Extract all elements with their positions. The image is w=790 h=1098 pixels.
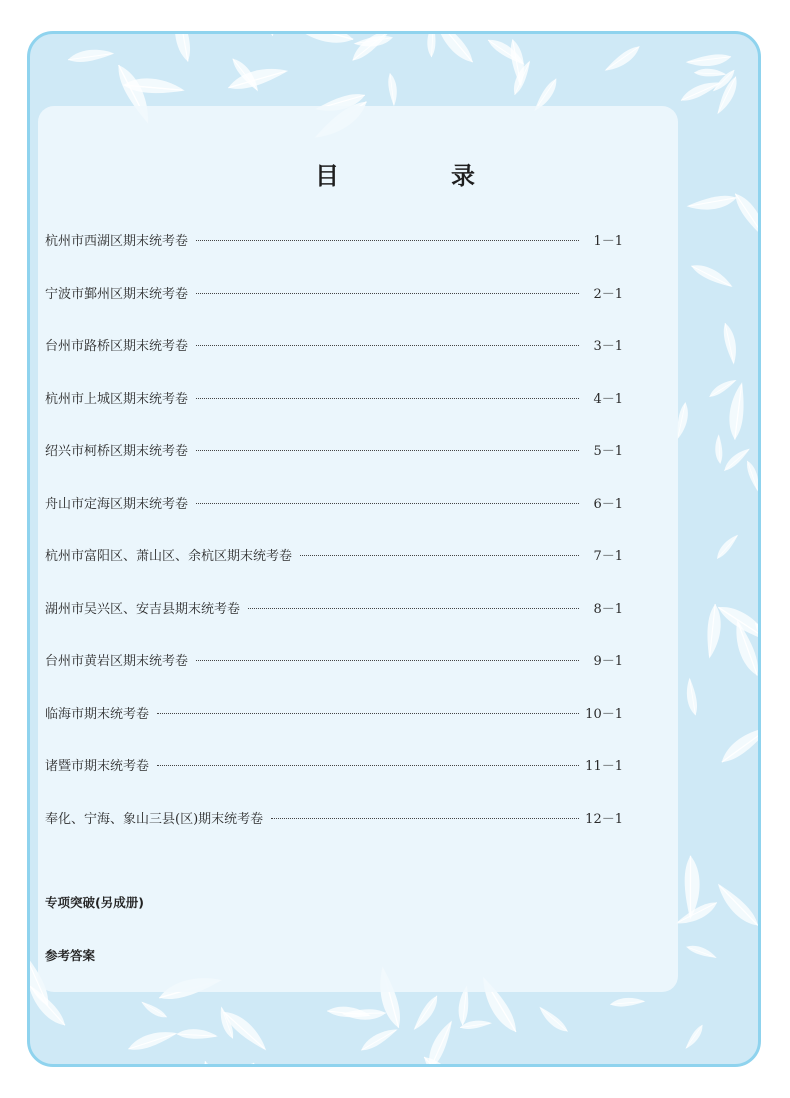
- toc-entry-label: 临海市期末统考卷: [45, 706, 150, 722]
- toc-entry-page: 1－1: [593, 234, 623, 249]
- feather-shape: [682, 1024, 706, 1051]
- feather-shape: [723, 322, 739, 365]
- toc-entry-page: 10－1: [585, 706, 623, 722]
- feather-shape: [211, 1060, 260, 1067]
- dot-leader: [196, 283, 579, 294]
- feather-shape: [694, 67, 727, 79]
- feather-shape: [537, 1003, 570, 1036]
- dot-leader: [196, 493, 579, 504]
- feather-shape: [732, 189, 761, 243]
- feather-shape: [745, 459, 761, 492]
- toc-entry-label: 杭州市西湖区期末统考卷: [45, 234, 189, 249]
- dot-leader: [196, 650, 579, 661]
- feather-shape: [126, 1028, 179, 1052]
- dot-leader: [300, 545, 579, 556]
- feather-shape: [265, 34, 274, 36]
- toc-entry-page: 7－1: [593, 549, 623, 564]
- toc-entry-label: 宁波市鄞州区期末统考卷: [45, 286, 189, 302]
- feather-shape: [724, 381, 750, 440]
- toc-entry: [45, 230, 623, 283]
- feather-shape: [388, 73, 397, 106]
- toc-entry-label: 舟山市定海区期末统考卷: [45, 496, 189, 512]
- toc-entry-page: 4－1: [593, 391, 623, 407]
- feather-shape: [716, 722, 761, 765]
- toc-entry-page: 3－1: [593, 339, 623, 354]
- toc-entry-label: 台州市路桥区期末统考卷: [45, 339, 189, 354]
- feather-shape: [173, 34, 191, 62]
- toc-entry: [45, 283, 623, 336]
- toc-entry: [45, 545, 623, 598]
- toc-entry-page: 11－1: [585, 759, 623, 774]
- dot-leader: [157, 755, 579, 766]
- feather-shape: [202, 1060, 218, 1067]
- toc-entry-page: 12－1: [585, 811, 623, 827]
- feather-shape: [177, 1027, 219, 1043]
- toc-entry-label: 湖州市吴兴区、安吉县期末统考卷: [45, 601, 241, 617]
- answers-section: 参考答案: [45, 948, 96, 963]
- feather-shape: [715, 434, 723, 464]
- toc-entry: [45, 335, 623, 388]
- feather-shape: [602, 44, 644, 74]
- toc-entry: [45, 388, 623, 441]
- feather-shape: [139, 998, 167, 1021]
- dot-leader: [196, 230, 579, 241]
- toc-entry-label: 奉化、宁海、象山三县(区)期末统考卷: [45, 811, 264, 827]
- toc-entry-page: 8－1: [593, 601, 623, 617]
- feather-shape: [287, 34, 355, 51]
- toc-entry: [45, 598, 623, 651]
- feather-shape: [425, 34, 438, 57]
- feather-shape: [685, 54, 731, 67]
- dot-leader: [196, 388, 579, 399]
- toc-entry: [45, 808, 623, 861]
- dot-leader: [248, 598, 579, 609]
- dot-leader: [196, 440, 579, 451]
- dot-leader: [271, 808, 579, 819]
- feather-shape: [678, 78, 723, 102]
- feather-shape: [707, 377, 739, 398]
- feather-shape: [226, 65, 290, 92]
- feather-shape: [686, 677, 698, 715]
- toc-entry-label: 诸暨市期末统考卷: [45, 759, 150, 774]
- feather-shape: [713, 532, 741, 560]
- feather-shape: [430, 34, 475, 68]
- toc-list: [45, 230, 623, 860]
- special-section: 专项突破(另成册): [45, 895, 144, 910]
- toc-entry-label: 杭州市上城区期末统考卷: [45, 391, 189, 407]
- toc-entry-label: 杭州市富阳区、萧山区、余杭区期末统考卷: [45, 549, 293, 564]
- toc-entry: [45, 440, 623, 493]
- feather-shape: [421, 1050, 470, 1067]
- feather-shape: [713, 878, 760, 932]
- toc-entry: [45, 703, 623, 756]
- feather-shape: [358, 1026, 400, 1053]
- toc-entry: [45, 493, 623, 546]
- dot-leader: [196, 335, 579, 346]
- toc-entry: [45, 650, 623, 703]
- toc-entry-label: 绍兴市柯桥区期末统考卷: [45, 444, 189, 459]
- feather-shape: [690, 259, 735, 293]
- dot-leader: [157, 703, 579, 714]
- feather-shape: [409, 994, 443, 1033]
- toc-entry-page: 5－1: [593, 444, 623, 459]
- toc-entry-label: 台州市黄岩区期末统考卷: [45, 654, 189, 669]
- feather-shape: [610, 998, 645, 1007]
- toc-entry-page: 6－1: [593, 496, 623, 512]
- feather-shape: [686, 195, 737, 212]
- feather-shape: [686, 941, 719, 962]
- toc-entry: [45, 755, 623, 808]
- toc-title: 目 录: [315, 161, 519, 190]
- toc-entry-page: 2－1: [593, 286, 623, 302]
- toc-entry-page: 9－1: [593, 654, 623, 669]
- feather-shape: [68, 49, 115, 63]
